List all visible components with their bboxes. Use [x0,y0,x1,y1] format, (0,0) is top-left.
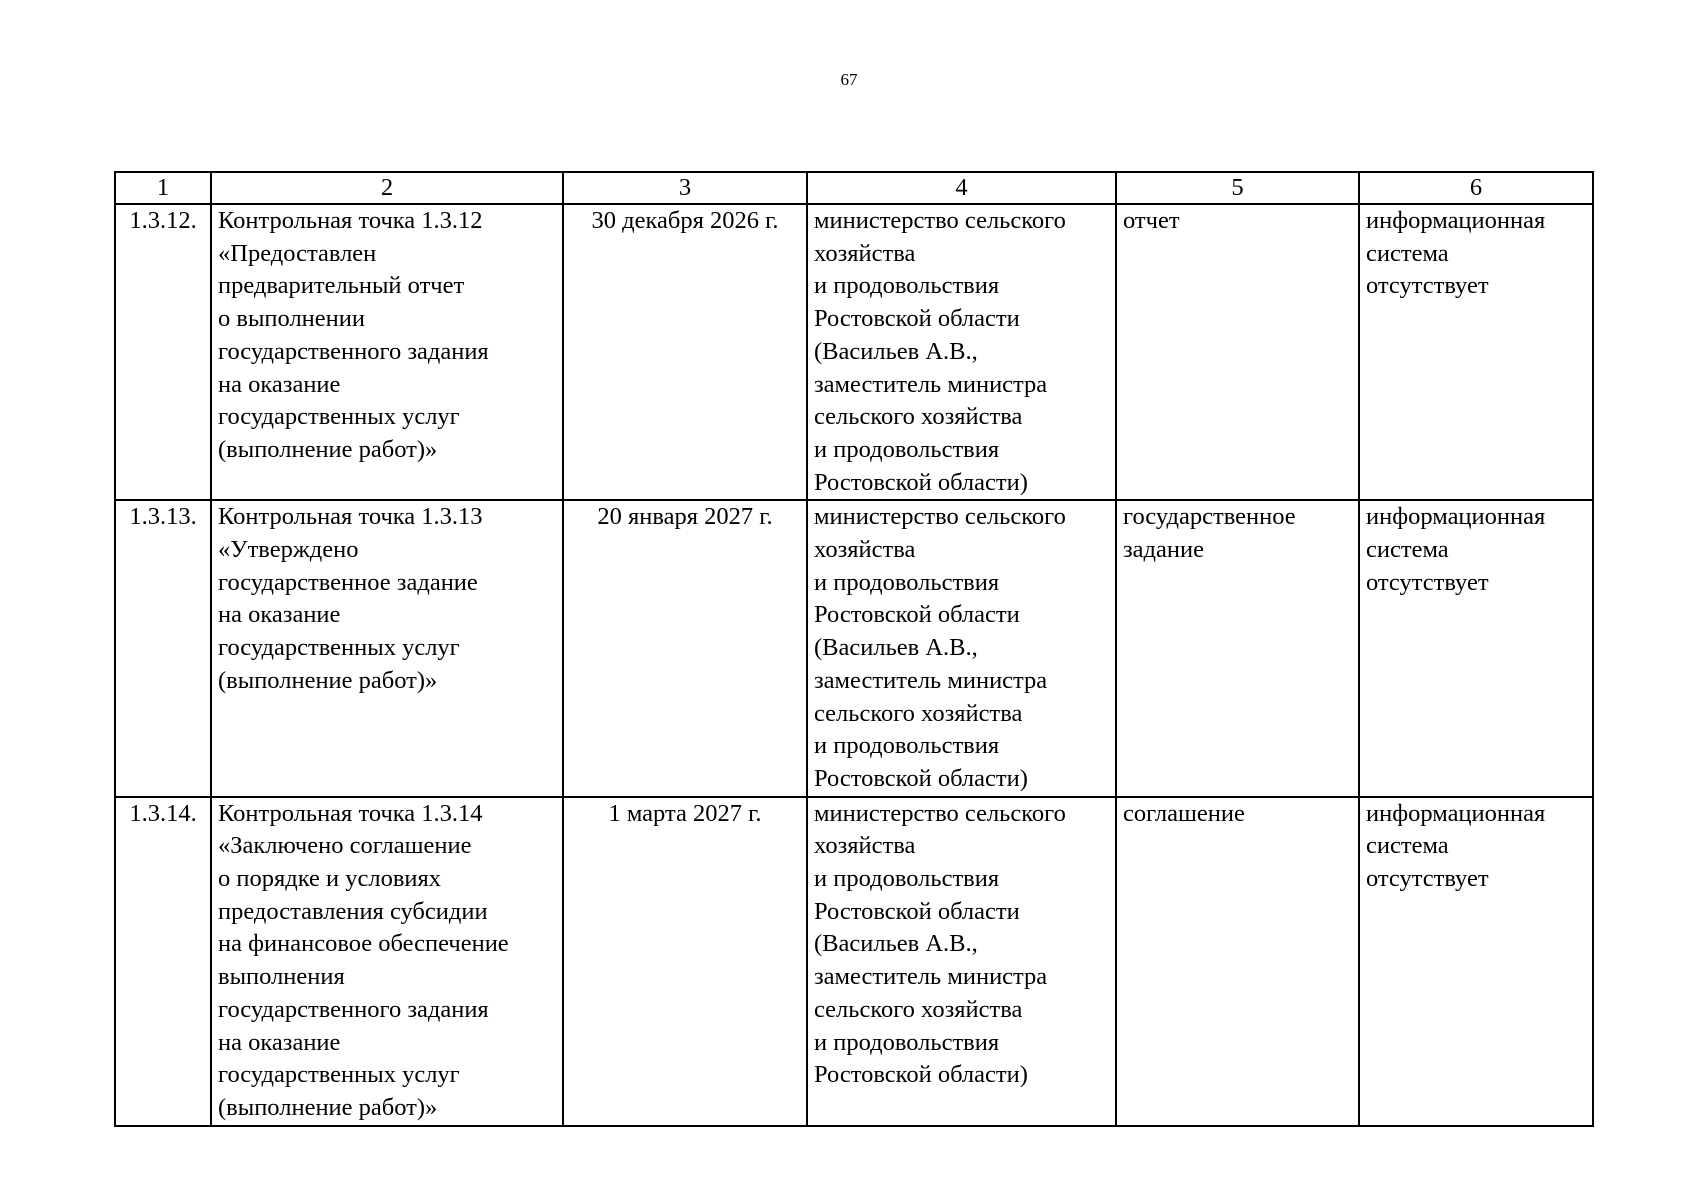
table-header-row [115,172,1593,204]
text-line: о порядке и условиях [218,865,442,893]
text-line: (Васильев А.В., [814,930,978,958]
control-points-table [114,171,1594,1127]
text-line: государственных услуг [218,403,460,431]
text-line: государственного задания [218,995,489,1023]
control-point-name [211,797,563,1126]
text-line: государственного задания [218,337,489,365]
text-line: предварительный отчет [218,272,465,300]
information-system [1359,204,1593,500]
text-line: система [1366,239,1449,267]
text-line: заместитель министра [814,666,1048,694]
column-header-2: 2 [211,172,563,204]
document-type [1116,204,1359,500]
text-line: Ростовской области) [814,468,1028,496]
text-line: задание [1123,536,1204,564]
text-line: сельского хозяйства [814,995,1023,1023]
text-line: информационная [1366,503,1546,531]
text-line: государственное [1123,503,1296,531]
text-line: и продовольствия [814,272,1000,300]
deadline-date: 30 декабря 2026 г. [563,204,807,500]
text-line: заместитель министра [814,370,1048,398]
text-line: государственных услуг [218,634,460,662]
table-row [115,797,1593,1126]
text-line: и продовольствия [814,732,1000,760]
text-line: информационная [1366,799,1546,827]
table-row [115,204,1593,500]
document-type [1116,500,1359,796]
text-line: министерство сельского [814,503,1066,531]
text-line: сельского хозяйства [814,403,1023,431]
text-line: информационная [1366,207,1546,234]
text-line: отчет [1123,207,1180,234]
text-line: Ростовской области [814,897,1020,925]
responsible-executor [807,204,1116,500]
text-line: на оказание [218,1028,341,1056]
text-line: (выполнение работ)» [218,666,438,694]
text-line: и продовольствия [814,1028,1000,1056]
deadline-date: 20 января 2027 г. [563,500,807,796]
text-line: о выполнении [218,305,365,333]
text-line: хозяйства [814,536,916,564]
row-number: 1.3.12. [115,204,211,500]
text-line: сельского хозяйства [814,699,1023,727]
text-line: Контрольная точка 1.3.13 [218,503,483,531]
text-line: Ростовской области) [814,764,1028,792]
text-line: хозяйства [814,832,916,860]
column-header-5: 5 [1116,172,1359,204]
responsible-executor [807,797,1116,1126]
document-type [1116,797,1359,1126]
row-number: 1.3.13. [115,500,211,796]
control-point-name [211,204,563,500]
responsible-executor [807,500,1116,796]
information-system [1359,500,1593,796]
text-line: и продовольствия [814,435,1000,463]
table-row [115,500,1593,796]
column-header-4: 4 [807,172,1116,204]
text-line: «Утверждено [218,536,359,564]
column-header-6: 6 [1359,172,1593,204]
text-line: (Васильев А.В., [814,337,978,365]
text-line: министерство сельского [814,207,1066,234]
text-line: «Заключено соглашение [218,832,472,860]
text-line: и продовольствия [814,865,1000,893]
text-line: отсутствует [1366,272,1489,300]
text-line: отсутствует [1366,568,1489,596]
deadline-date: 1 марта 2027 г. [563,797,807,1126]
text-line: (Васильев А.В., [814,634,978,662]
control-point-name [211,500,563,796]
row-number: 1.3.14. [115,797,211,1126]
information-system [1359,797,1593,1126]
text-line: и продовольствия [814,568,1000,596]
column-header-1: 1 [115,172,211,204]
text-line: Ростовской области [814,305,1020,333]
text-line: отсутствует [1366,865,1489,893]
text-line: хозяйства [814,239,916,267]
text-line: министерство сельского [814,799,1066,827]
text-line: (выполнение работ)» [218,435,438,463]
text-line: система [1366,536,1449,564]
text-line: (выполнение работ)» [218,1093,438,1121]
page-number: 67 [840,70,858,89]
text-line: Ростовской области [814,601,1020,629]
text-line: на оказание [218,370,341,398]
text-line: на финансовое обеспечение [218,930,509,958]
text-line: заместитель министра [814,963,1048,991]
text-line: Контрольная точка 1.3.14 [218,799,483,827]
text-line: выполнения [218,963,345,991]
text-line: Ростовской области) [814,1061,1028,1089]
text-line: предоставления субсидии [218,897,488,925]
text-line: государственных услуг [218,1061,460,1089]
text-line: на оказание [218,601,341,629]
text-line: «Предоставлен [218,239,377,267]
text-line: система [1366,832,1449,860]
column-header-3: 3 [563,172,807,204]
text-line: государственное задание [218,568,478,596]
text-line: соглашение [1123,799,1245,827]
text-line: Контрольная точка 1.3.12 [218,207,483,234]
